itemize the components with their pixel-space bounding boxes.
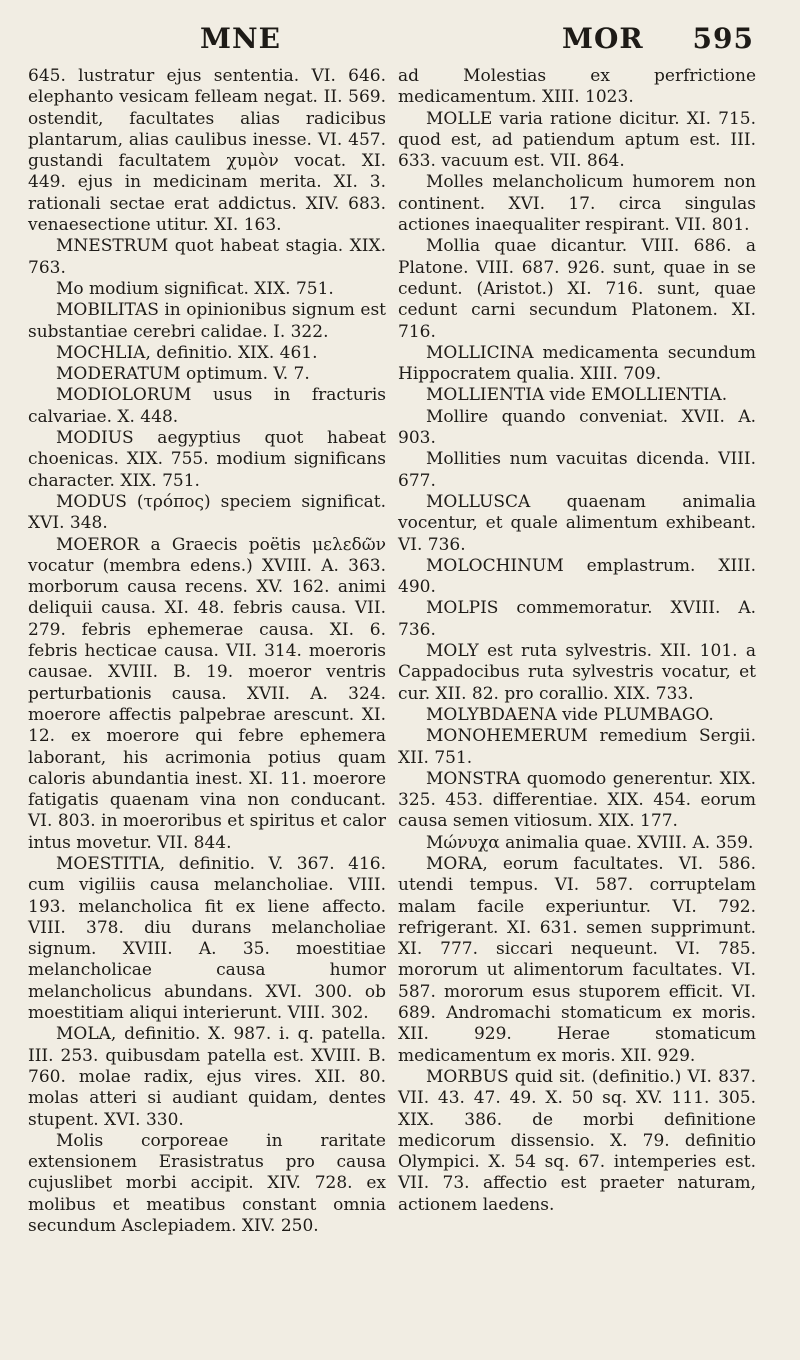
header-right-keyword: MOR xyxy=(562,22,644,55)
index-entry: MOLLUSCA quaenam animalia vocentur, et quale alimentum exhibeant. VI. 736. xyxy=(398,491,756,555)
index-entry: MOLA, definitio. X. 987. i. q. patella. III. 253. quibusdam patella est. XVIII. B. 760. molae radix, ejus vires. XII. 80. molas atteri si audiant quidam, dentes stupent. XVI. 330. xyxy=(28,1024,386,1130)
index-entry: MOLOCHINUM emplastrum. XIII. 490. xyxy=(398,555,756,598)
index-entry: MODIOLORUM usus in fracturis calvariae. X. 448. xyxy=(28,385,386,427)
index-entry: MOBILITAS in opinionibus signum est substantiae cerebri calidae. I. 322. xyxy=(28,300,386,342)
index-entry: Molles melancholicum humorem non continent. XVI. 17. circa singulas actiones inaequaliter respirant. VII. 801. xyxy=(398,172,756,236)
page-number: 595 xyxy=(692,22,754,55)
index-entry: MOLYBDAENA vide PLUMBAGO. xyxy=(426,704,714,725)
left-column xyxy=(28,66,386,1237)
index-entry: Mollities num vacuitas dicenda. VIII. 677. xyxy=(398,449,756,491)
index-entry: Μώνυχα animalia quae. XVIII. A. 359. xyxy=(426,832,754,853)
index-entry: MOCHLIA, definitio. XIX. 461. xyxy=(56,342,318,363)
index-entry: MONOHEMERUM remedium Sergii. XII. 751. xyxy=(398,726,756,768)
right-column xyxy=(398,66,756,1237)
index-entry: MORA, eorum facultates. VI. 586. utendi tempus. VI. 587. corruptelam malam facile experiuntur. VI. 792. refrigerant. XI. 631. semen supprimunt. XI. 777. siccari nequeunt. VI. 785. mororum ut alimentorum facultates. VI. 587. mororum esus stuporem efficit. VI. 689. Andromachi stomaticum ex moris. XII. 929. Herae stomaticum medicamentum ex moris. XII. 929. xyxy=(398,853,756,1066)
index-entry: MOLPIS commemoratur. XVIII. A. 736. xyxy=(398,598,756,640)
index-entry: MOEROR a Graecis poëtis μελεδῶν vocatur (membra edens.) XVIII. A. 363. morborum causa recens. XV. 162. animi deliquii causa. XI. 48. febris causa. VII. 279. febris ephemerae causa. XI. 6. febris hecticae causa. VII. 314. moeroris causae. XVIII. B. 19. moeror ventris perturbationis causa. XVII. A. 324. moerore affectis palpebrae arescunt. XI. 12. ex moerore qui febre ephemera laborant, his acrimonia potius quam caloris abundantia inest. XI. 11. moerore fatigatis quaenam vina non conducant. VI. 803. in moeroribus et spiritus et calor intus movetur. VII. 844. xyxy=(28,534,386,853)
index-entry: Mo modium significat. XIX. 751. xyxy=(56,278,334,299)
index-entry: Molis corporeae in raritate extensionem Erasistratus pro causa cujuslibet morbi accipit. XIV. 728. ex molibus et meatibus constant omnia secundum Asclepiadem. XIV. 250. xyxy=(28,1130,386,1237)
index-entry: MNESTRUM quot habeat stagia. XIX. 763. xyxy=(28,236,386,278)
index-entry: MODERATUM optimum. V. 7. xyxy=(56,364,310,385)
index-entry: MOESTITIA, definitio. V. 367. 416. cum vigiliis causa melancholiae. VIII. 193. melancholica fit ex liene affecto. VIII. 378. diu durans melancholiae signum. XVIII. A. 35. moestitiae melancholicae causa humor melancholicus abundans. XVI. 300. ob moestitiam aliqui interierunt. VIII. 302. xyxy=(28,853,386,1024)
index-entry: 645. lustratur ejus sententia. VI. 646. elephanto vesicam felleam negat. II. 569. ostendit, facultates alias radicibus plantarum, alias caulibus inesse. VI. 457. gustandi facultatem χυμὸν vocat. XI. 449. ejus in medicinam merita. XI. 3. rationali sectae erat addictus. XIV. 683. venaesectione utitur. XI. 163. xyxy=(28,66,386,236)
index-entry: MOLLIENTIA vide EMOLLIENTIA. xyxy=(426,385,728,406)
index-columns xyxy=(28,66,756,1237)
running-header xyxy=(28,0,756,66)
index-entry: Mollia quae dicantur. VIII. 686. a Platone. VIII. 687. 926. sunt, quae in se cedunt. (Aristot.) XI. 716. sunt, quae cedunt carni secundum Platonem. XI. 716. xyxy=(398,236,756,342)
index-entry: MOLLICINA medicamenta secundum Hippocratem qualia. XIII. 709. xyxy=(398,342,756,385)
header-left-keyword: MNE xyxy=(200,22,281,55)
index-entry: MONSTRA quomodo generentur. XIX. 325. 453. differentiae. XIX. 454. eorum causa semen vitiosum. XIX. 177. xyxy=(398,768,756,832)
index-entry: MORBUS quid sit. (definitio.) VI. 837. VII. 43. 47. 49. X. 50 sq. XV. 111. 305. XIX. 386. de morbi definitione medicorum dissensio. X. 79. definitio Olympici. X. 54 sq. 67. intemperies est. VII. 73. affectio est praeter naturam, actionem laedens. xyxy=(398,1066,756,1215)
index-entry: ad Molestias ex perfrictione medicamentum. XIII. 1023. xyxy=(398,66,756,108)
index-entry: Mollire quando conveniat. XVII. A. 903. xyxy=(398,406,756,449)
index-entry: MODIUS aegyptius quot habeat choenicas. XIX. 755. modium significans character. XIX. 751. xyxy=(28,428,386,491)
index-entry: MOLLE varia ratione dicitur. XI. 715. quod est, ad patiendum aptum est. III. 633. vacuum est. VII. 864. xyxy=(398,108,756,172)
index-entry: MODUS (τρόπος) speciem significat. XVI. 348. xyxy=(28,491,386,534)
index-entry: MOLY est ruta sylvestris. XII. 101. a Cappadocibus ruta sylvestris vocatur, et cur. XII. 82. pro corallio. XIX. 733. xyxy=(398,641,756,704)
